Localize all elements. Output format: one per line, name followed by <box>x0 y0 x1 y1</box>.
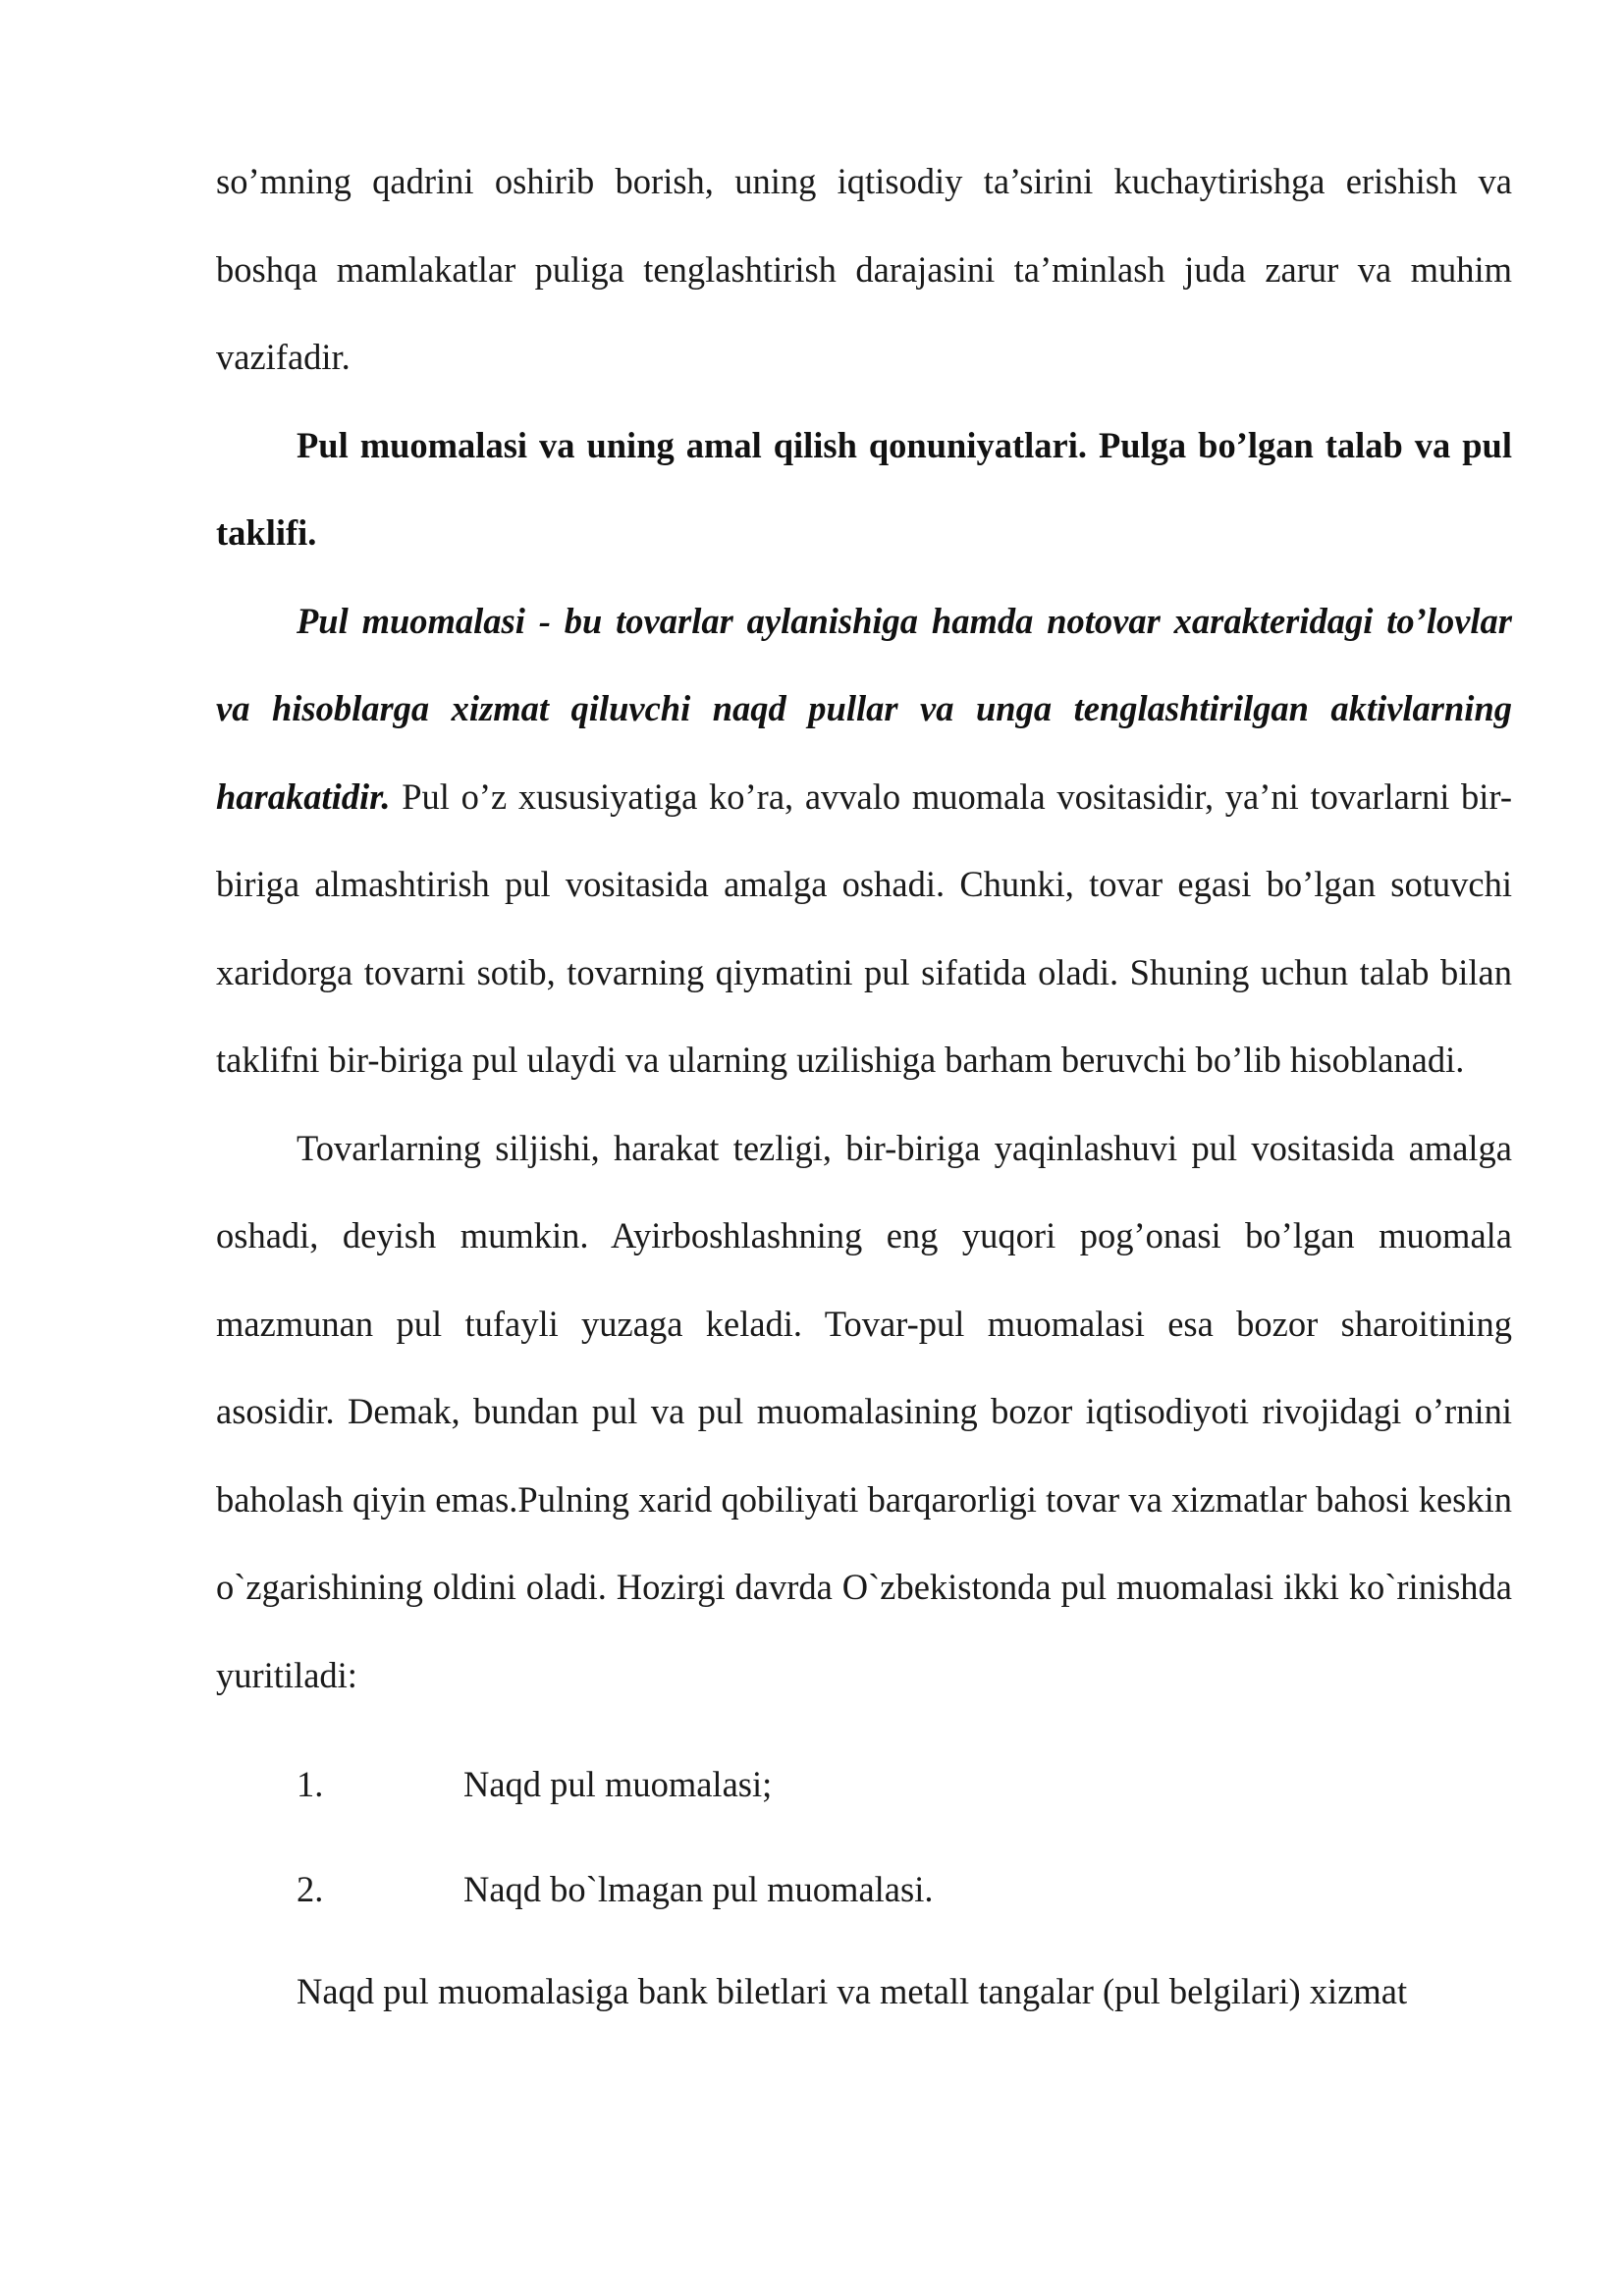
list-number: 2. <box>297 1869 324 1909</box>
list-item <box>216 1740 1512 1845</box>
paragraph-intro: so’mning qadrini oshirib borish, uning iqtisodiy ta’sirini kuchaytirishga erishish va boshqa mamlakatlar puliga tenglashtirish darajasini ta’minlash juda zarur va muhim vazifadir. <box>216 161 1512 377</box>
definition-text: Pul muomalasi - bu tovarlar aylanishiga hamda notovar xarakteridagi to’lovlar va hisoblarga xizmat qiluvchi naqd pullar va unga tenglashtirilgan aktivlarning harakatidir. <box>216 600 1512 817</box>
list-text: Naqd bo`lmagan pul muomalasi. <box>463 1869 934 1909</box>
paragraph-body: Tovarlarning siljishi, harakat tezligi, bir-biriga yaqinlashuvi pul vositasida amalga oshadi, deyish mumkin. Ayirboshlashning eng yuqori pog’onasi bo’lgan muomala mazmunan pul tufayli yuzaga keladi. Tovar-pul muomalasi esa bozor sharoitining asosidir. Demak, bundan pul va pul muomalasining bozor iqtisodiyoti rivojidagi o’rnini baholash qiyin emas.Pulning xarid qobiliyati barqarorligi tovar va xizmatlar bahosi keskin o`zgarishining oldini oladi. Hozirgi davrda O`zbekistonda pul muomalasi ikki ko`rinishda yuritiladi: <box>216 1127 1512 1695</box>
definition-continuation: Pul o’z xususiyatiga ko’ra, avvalo muomala vositasidir, ya’ni tovarlarni bir-biriga almashtirish pul vositasida amalga oshadi. Chunki, tovar egasi bo’lgan sotuvchi xaridorga tovarni sotib, tovarning qiymatini pul sifatida oladi. Shuning uchun talab bilan taklifni bir-biriga pul ulaydi va ularning uzilishiga barham beruvchi bo’lib hisoblanadi. <box>216 775 1512 1080</box>
paragraph-definition <box>216 577 1512 1104</box>
list-number: 1. <box>297 1764 324 1804</box>
paragraph-final: Naqd pul muomalasiga bank biletlari va metall tangalar (pul belgilari) xizmat <box>297 1971 1408 2011</box>
section-heading: Pul muomalasi va uning amal qilish qonuniyatlari. Pulga bo’lgan talab va pul taklifi. <box>216 424 1512 553</box>
list-item <box>216 1845 1512 1950</box>
document-page <box>216 137 1512 2036</box>
list-text: Naqd pul muomalasi; <box>463 1764 773 1804</box>
